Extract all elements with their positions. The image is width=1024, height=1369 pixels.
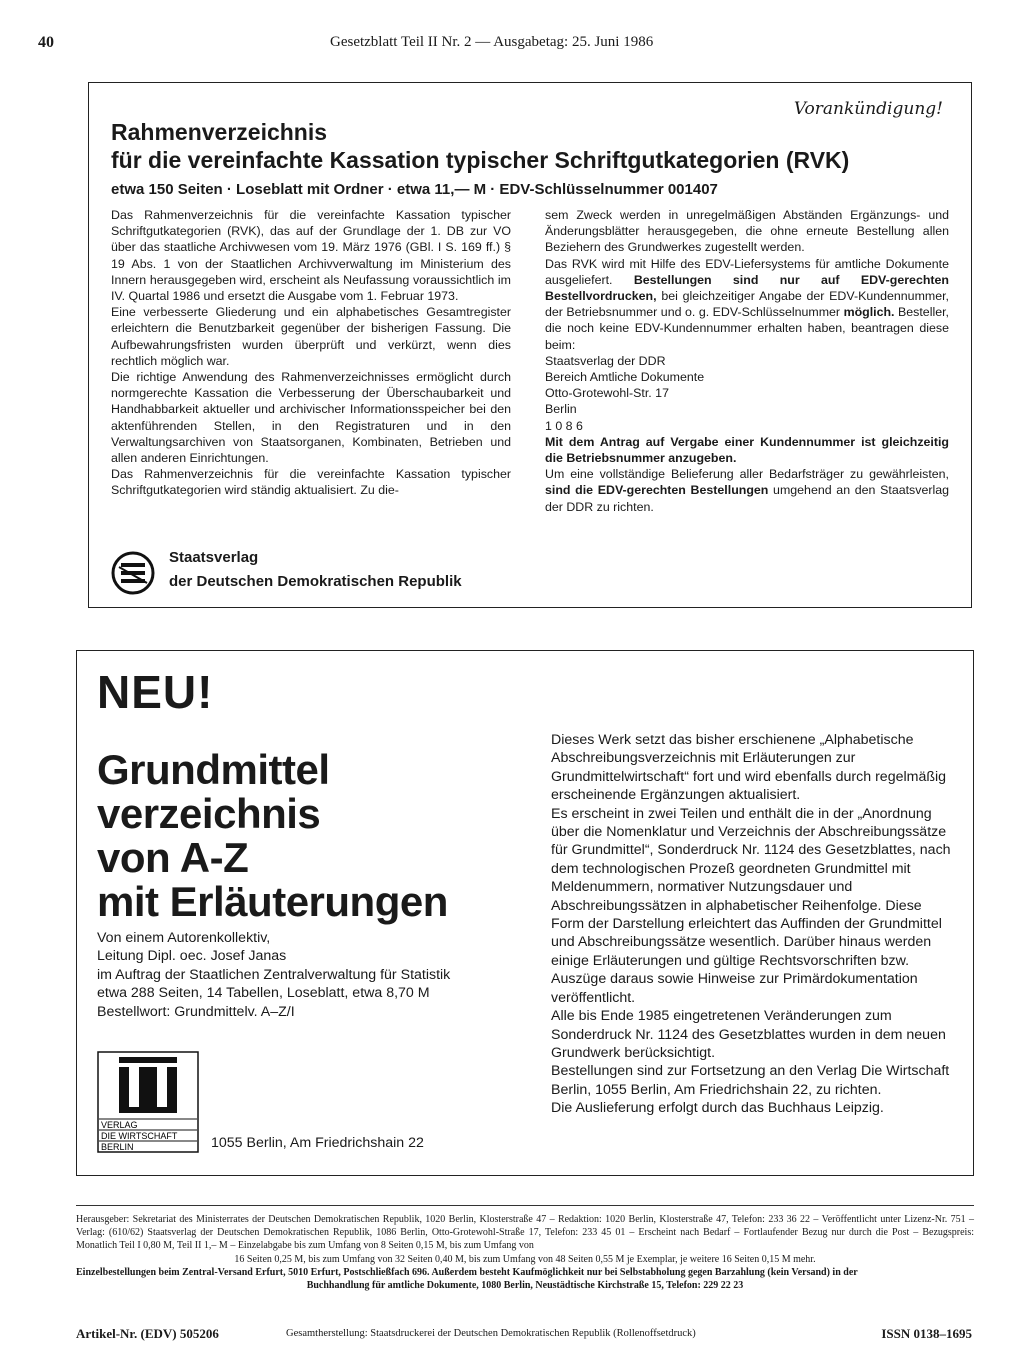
- address-line: Berlin: [545, 402, 577, 417]
- rvk-specs: etwa 150 Seiten · Loseblatt mit Ordner · etwa 11,— M · EDV-Schlüsselnummer 001407: [111, 181, 718, 198]
- imprint-text: 16 Seiten 0,25 M, bis zum Umfang von 32 Seiten 0,40 M, bis zum Umfang von 48 Seiten 0,55 M je Exemplar, je weitere 16 Seiten 0,15 M mehr.: [234, 1253, 816, 1265]
- verlag-die-wirtschaft-logo-icon: [97, 1051, 199, 1153]
- rvk-text: umgehend an den Staatsverlag der DDR zu richten.: [545, 483, 949, 514]
- description-paragraph: Dieses Werk setzt das bisher erschienene „Alphabetische Abschreibungsverzeichnis mit Erläuterungen zur Grundmittelwirtschaft“ fort und wird ebenfalls durch regelmäßig erscheinende Ergänzungen aktualisiert.: [551, 732, 947, 804]
- rvk-text: Um eine vollständige Belieferung aller Bedarfsträger zu gewährleisten,: [545, 467, 949, 482]
- description-paragraph: Es erscheint in zwei Teilen und enthält die in der „Anordnung über die Nomenklatur und Verzeichnis der Abschreibungssätze für Grundmittel“, Sonderdruck Nr. 1124 des Gesetzblattes, nach dem technologischen Prozeß geordneten Grundmittel mit Meldenummern, normativer Nutzungsdauer und Abschreibungssätzen in alphabetischer Reihenfolge. Diese Form der Darstellung erleichtert das Auffinden der Grundmittel und Abschreibungssätze wesentlich. Darüber hinaus werden einige Erläuterungen und gültige Rechtsvorschriften bzw. Auszüge daraus sowie Hinweise zur Primärdokumentation veröffentlicht.: [551, 805, 951, 1006]
- printer-credit: Gesamtherstellung: Staatsdruckerei der Deutschen Demokratischen Republik (Rollenoffsetdruck): [286, 1328, 696, 1339]
- svg-text:BERLIN: BERLIN: [101, 1142, 134, 1152]
- rvk-title-line1: Rahmenverzeichnis: [111, 119, 328, 145]
- book-title-line: von A-Z: [97, 834, 249, 881]
- book-info: [97, 929, 537, 1021]
- rvk-paragraph: Die richtige Anwendung des Rahmenverzeichnisses ermöglicht durch normgerechte Kassation die Verbesserung der Überschaubarkeit und Handhabbarkeit aktueller und archivischer Informationsspeicher bei den aktenführenden Stellen, in den Registraturen und in den Verwaltungsarchiven von Staatsorganen, Kombinaten, Betrieben und allen anderen Einrichtungen.: [111, 370, 511, 466]
- page-number: 40: [38, 34, 54, 51]
- rvk-text: Das RVK wird mit Hilfe des EDV-Liefersystems für amtliche Dokumente ausgeliefert.: [545, 256, 949, 287]
- rvk-title-line2: für die vereinfachte Kassation typischer Schriftgutkategorien (RVK): [111, 147, 850, 173]
- publisher-name-line2: der Deutschen Demokratischen Republik: [169, 573, 462, 590]
- rvk-text-bold: sind die EDV-gerechten Bestellungen: [545, 483, 769, 498]
- rvk-paragraph-bold: Mit dem Antrag auf Vergabe einer Kundennummer ist gleichzeitig die Betriebsnummer anzugeben.: [545, 434, 949, 466]
- book-title-line: Grundmittel: [97, 746, 330, 793]
- rvk-paragraph: sem Zweck werden in unregelmäßigen Abständen Ergänzungs- und Änderungsblätter herausgegeben, die ohne erneute Bestellung allen Beziehern des Grundwerkes zugestellt werden.: [545, 208, 949, 255]
- book-title-line: mit Erläuterungen: [97, 878, 448, 925]
- publisher-address: 1055 Berlin, Am Friedrichshain 22: [211, 1135, 424, 1151]
- staatsverlag-logo-icon: [111, 551, 155, 595]
- publisher-name-line1: Staatsverlag: [169, 549, 259, 566]
- imprint: [76, 1213, 974, 1292]
- rvk-text: bei gleichzeitiger Angabe der EDV-Kundennummer, der Betriebsnummer und o. g. EDV-Schlüsselnummer: [545, 289, 949, 320]
- announcement-tag: Vorankündigung!: [793, 99, 943, 119]
- rvk-text-bold: Bestellungen sind nur auf EDV-gerechten Bestellvordrucken,: [545, 272, 949, 304]
- rvk-order-paragraph: [545, 256, 949, 353]
- svg-text:VERLAG: VERLAG: [101, 1120, 138, 1130]
- svg-text:DIE WIRTSCHAFT: DIE WIRTSCHAFT: [101, 1131, 178, 1141]
- issn: ISSN 0138–1695: [881, 1326, 972, 1341]
- book-info-line: im Auftrag der Staatlichen Zentralverwaltung für Statistik: [97, 966, 451, 983]
- description-paragraph: Alle bis Ende 1985 eingetretenen Veränderungen zum Sonderdruck Nr. 1124 des Gesetzblattes wurden in dem neuen Grundwerk berücksichtigt.: [551, 1008, 946, 1061]
- rvk-announcement-box: [88, 82, 972, 608]
- rvk-text-bold: möglich.: [843, 305, 895, 320]
- footer-divider: [76, 1205, 974, 1206]
- book-info-line: etwa 288 Seiten, 14 Tabellen, Loseblatt, etwa 8,70 M: [97, 985, 430, 1002]
- rvk-paragraph: Eine verbesserte Gliederung und ein alphabetisches Gesamtregister erleichtern die Benutzbarkeit gegenüber der bisherigen Fassung. Die Aufbewahrungsfristen wurden überprüft und verkürzt, wenn dies rechtlich möglich war.: [111, 305, 511, 368]
- address-line: 1 0 8 6: [545, 418, 583, 433]
- imprint-text-bold: Buchhandlung für amtliche Dokumente, 1080 Berlin, Neustädtische Kirchstraße 15, Telefon: 229 22 23: [306, 1280, 744, 1292]
- book-info-line: Von einem Autorenkollektiv,: [97, 930, 271, 946]
- rvk-text: Besteller, die noch keine EDV-Kundennummer erhalten haben, beantragen diese beim:: [545, 305, 949, 352]
- description-paragraph: Bestellungen sind zur Fortsetzung an den Verlag Die Wirtschaft Berlin, 1055 Berlin, Am Friedrichshain 22, zu richten.: [551, 1063, 950, 1098]
- article-number: Artikel-Nr. (EDV) 505206: [76, 1326, 219, 1341]
- rvk-delivery-paragraph: [545, 466, 949, 515]
- rvk-right-column: [545, 207, 949, 515]
- new-badge: NEU!: [97, 666, 214, 718]
- grundmittel-ad-box: [76, 650, 974, 1176]
- address-line: Otto-Grotewohl-Str. 17: [545, 386, 669, 401]
- book-info-line: Bestellwort: Grundmittelv. A–Z/I: [97, 1003, 295, 1020]
- rvk-left-column: [111, 207, 511, 499]
- rvk-paragraph: Das Rahmenverzeichnis für die vereinfachte Kassation typischer Schriftgutkategorien wird ständig aktualisiert. Zu die-: [111, 467, 511, 498]
- running-header: Gesetzblatt Teil II Nr. 2 — Ausgabetag: 25. Juni 1986: [330, 34, 654, 50]
- order-address: [545, 353, 949, 434]
- address-line: Bereich Amtliche Dokumente: [545, 370, 705, 385]
- book-description: [551, 731, 953, 1118]
- rvk-paragraph: Das Rahmenverzeichnis für die vereinfachte Kassation typischer Schriftgutkategorien (RVK), das auf der Grundlage der 1. DB zur VO über das staatliche Archivwesen vom 19. März 1976 (GBl. I S. 169 ff.) § 19 Abs. 1 von der Staatlichen Archivverwaltung im Ministerium des Innern herausgegeben wird, erscheint als Neufassung voraussichtlich im IV. Quartal 1986 und ersetzt die Ausgabe vom 1. Februar 1973.: [111, 208, 511, 304]
- book-info-line: Leitung Dipl. oec. Josef Janas: [97, 948, 287, 965]
- book-title-line: verzeichnis: [97, 790, 321, 837]
- description-paragraph: Die Auslieferung erfolgt durch das Buchhaus Leipzig.: [551, 1100, 884, 1117]
- address-line: Staatsverlag der DDR: [545, 353, 666, 368]
- imprint-text-bold: Einzelbestellungen beim Zentral-Versand Erfurt, 5010 Erfurt, Postschließfach 696. Außerdem besteht Kaufmöglichkeit nur bei Selbstabholung gegen Barzahlung (kein Versand) in der: [76, 1266, 858, 1278]
- imprint-text: Herausgeber: Sekretariat des Ministerrates der Deutschen Demokratischen Republik, 1020 Berlin, Klosterstraße 47 – Redaktion: 1020 Berlin, Klosterstraße 47, Telefon: 233 36 22 – Veröffentlicht unter Lizenz-Nr. 751 – Verlag: (610/62) Staatsverlag der Deutschen Demokratischen Republik, 1086 Berlin, Otto-Grotewohl-Straße 17, Telefon: 233 45 01 – Erscheint nach Bedarf – Fortlaufender Bezug nur durch die Post – Bezugspreis: Monatlich Teil I 0,80 M, Teil II 1,– M – Einzelabgabe bis zum Umfang von 8 Seiten 0,15 M, bis zum Umfang von: [76, 1214, 974, 1252]
